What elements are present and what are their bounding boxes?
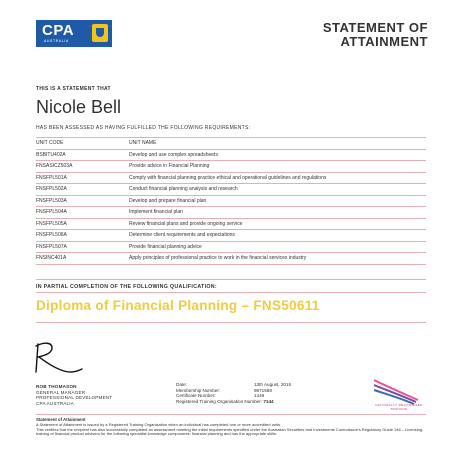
unit-name: Comply with financial planning practice ethical and operational guidelines and regulations [129, 174, 327, 181]
signer-organisation: CPA AUSTRALIA [36, 400, 75, 406]
signer-title: GENERAL MANAGER [36, 389, 86, 395]
table-row [36, 230, 426, 242]
intro-text: THIS IS A STATEMENT THAT [36, 86, 111, 92]
certificate-label: Certificate Number: [176, 393, 216, 399]
unit-code: FNSFPL504A [36, 209, 67, 216]
signer-name: ROB THOMASON [36, 384, 77, 389]
units-table [36, 137, 426, 265]
divider [36, 292, 426, 293]
table-row [36, 207, 426, 219]
table-row [36, 242, 426, 254]
rto-row [176, 399, 291, 405]
unit-name: Apply principles of professional practice to work in the financial services industry [129, 255, 307, 262]
unit-code: FNSFPL507A [36, 243, 67, 250]
footer-line-2: This certifies that the recipient has also successfully completed an assessment meeting the initial requirements specified under the Australian Securities and Investments Commission's Regulatory Guide 146 – Licensing: training of financial product advisers for the following specialist knowledge components: financial planning and has the appropriate skills. [36, 426, 424, 437]
signature-image [30, 338, 90, 380]
logo-text: CPA [42, 22, 75, 39]
membership-value: 9871588 [254, 387, 272, 393]
date-value: 13th August, 2015 [254, 382, 292, 387]
certificate-value: 1448 [254, 393, 265, 399]
unit-code: FNSASICZ503A [36, 163, 73, 170]
nationally-recognised-training-logo [372, 376, 424, 406]
crest-icon [92, 24, 108, 42]
unit-name: Implement financial plan [129, 209, 183, 216]
nrt-logo-text: NATIONALLY RECOGNISED TRAINING [375, 403, 423, 411]
assessed-text: HAS BEEN ASSESSED AS HAVING FULFILLED THE FOLLOWING REQUIREMENTS: [36, 125, 251, 131]
unit-code: FNSFPL505A [36, 220, 67, 227]
footer-title: Statement of Attainment [36, 417, 86, 422]
unit-name: Provide financial planning advice [129, 243, 202, 250]
cpa-australia-logo [36, 20, 112, 47]
membership-label: Membership Number: [176, 387, 221, 393]
table-row [36, 196, 426, 208]
signer-department: PROFESSIONAL DEVELOPMENT [36, 395, 113, 400]
table-row [36, 150, 426, 162]
table-row [36, 184, 426, 196]
qualification-title: Diploma of Financial Planning – FNS50611 [36, 298, 320, 313]
unit-name: Develop and use complex spreadsheets [129, 151, 218, 158]
unit-name: Provide advice in Financial Planning [129, 163, 210, 170]
date-label: Date: [176, 382, 187, 387]
unit-name: Review financial plans and provide ongoing service [129, 220, 243, 227]
unit-code: BSBITU402A [36, 151, 66, 158]
partial-completion-text: IN PARTIAL COMPLETION OF THE FOLLOWING QUALIFICATION: [36, 284, 217, 290]
table-row [36, 219, 426, 231]
certificate-details [176, 382, 291, 405]
divider [36, 414, 426, 415]
rto-label: Registered Training Organisation Number: [176, 399, 263, 405]
table-row [36, 161, 426, 173]
divider [36, 279, 426, 280]
document-title [323, 21, 428, 49]
table-row [36, 173, 426, 185]
divider [36, 322, 426, 323]
unit-code: FNSFPL503A [36, 197, 67, 204]
unit-code: FNSINC401A [36, 255, 67, 262]
unit-code: FNSFPL502A [36, 186, 67, 193]
footer-line-1: A Statement of Attainment is issued by a Registered Training Organisation when an individual has completed one or more accredited units. [36, 421, 282, 427]
unit-code-header: UNIT CODE [36, 140, 64, 147]
unit-name: Develop and prepare financial plan [129, 197, 207, 204]
logo-subtext: AUSTRALIA [44, 39, 69, 43]
recipient-name: Nicole Bell [36, 97, 122, 117]
footer-note [36, 418, 428, 437]
title-line-1: STATEMENT OF [322, 20, 428, 35]
signer-block [36, 384, 112, 406]
title-line-2: ATTAINMENT [340, 34, 428, 49]
unit-code: FNSFPL501A [36, 174, 67, 181]
rto-value: 7144 [263, 399, 274, 405]
unit-name: Conduct financial planning analysis and research [129, 186, 238, 193]
unit-name-header: UNIT NAME [129, 140, 157, 147]
table-row [36, 253, 426, 265]
unit-name: Determine client requirements and expectations [129, 232, 235, 239]
unit-code: FNSFPL506A [36, 232, 67, 239]
units-table-header [36, 137, 426, 150]
